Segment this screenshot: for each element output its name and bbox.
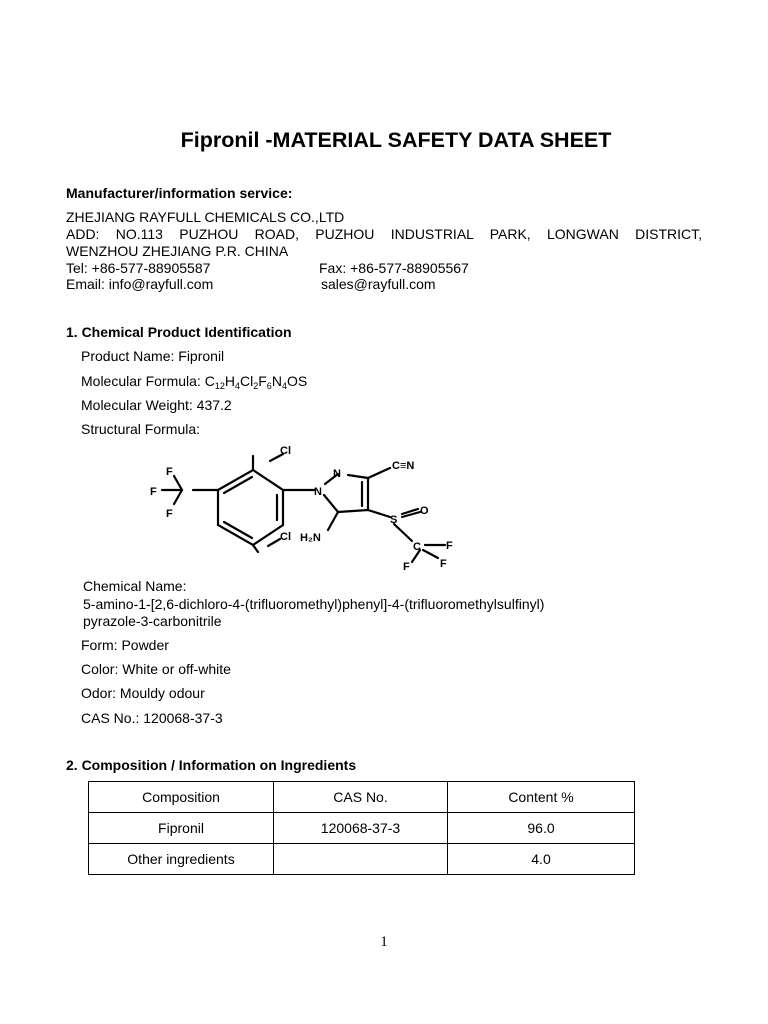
formula-element: OS	[286, 373, 308, 389]
odor: Odor: Mouldy odour	[81, 685, 205, 701]
label-s: S	[390, 514, 398, 526]
color: Color: White or off-white	[81, 661, 231, 677]
cell-cas: 120068-37-3	[274, 813, 448, 844]
label-cl-bottom: Cl	[280, 531, 291, 543]
formula-subscript: 4	[281, 381, 287, 391]
email-sales: sales@rayfull.com	[321, 276, 436, 292]
label-f4: F	[446, 540, 453, 552]
formula-value	[205, 373, 307, 389]
address-line-2: WENZHOU ZHEJIANG P.R. CHINA	[66, 243, 289, 259]
label-f5: F	[403, 561, 410, 573]
label-nitrile: C≡N	[392, 460, 415, 472]
label-o: O	[420, 505, 429, 517]
label-cl-top: Cl	[280, 445, 291, 457]
label-f6: F	[440, 558, 447, 570]
label-n-ring: N	[333, 468, 341, 480]
structural-formula-diagram	[140, 440, 470, 575]
composition-table	[88, 781, 635, 875]
formula-element: C	[204, 373, 215, 389]
formula-subscript: 12	[214, 381, 225, 391]
formula-label: Molecular Formula:	[81, 373, 205, 389]
label-f3: F	[166, 508, 173, 520]
cell-content: 96.0	[448, 813, 635, 844]
table-header-row	[89, 782, 635, 813]
company-name: ZHEJIANG RAYFULL CHEMICALS CO.,LTD	[66, 209, 345, 225]
molecular-weight: Molecular Weight: 437.2	[81, 397, 232, 413]
header-content: Content %	[448, 782, 635, 813]
formula-element: F	[258, 373, 267, 389]
molecular-formula	[81, 373, 307, 389]
formula-subscript: 6	[266, 381, 272, 391]
chemical-name-line-1: 5-amino-1-[2,6-dichloro-4-(trifluoromethyl)phenyl]-4-(trifluoromethylsulfinyl)	[83, 596, 545, 612]
table-row	[89, 813, 635, 844]
cell-content: 4.0	[448, 844, 635, 875]
cas-number: CAS No.: 120068-37-3	[81, 710, 223, 726]
section1-heading: 1. Chemical Product Identification	[66, 324, 292, 340]
fax: Fax: +86-577-88905567	[319, 260, 469, 276]
page-number: 1	[380, 934, 388, 950]
label-f2: F	[150, 486, 157, 498]
formula-element: Cl	[239, 373, 254, 389]
table-row	[89, 844, 635, 875]
cell-composition: Fipronil	[89, 813, 274, 844]
label-f1: F	[166, 466, 173, 478]
product-name: Product Name: Fipronil	[81, 348, 225, 364]
label-c: C	[413, 541, 421, 553]
cell-composition: Other ingredients	[89, 844, 274, 875]
formula-subscript: 4	[234, 381, 240, 391]
address-line-1: ADD: NO.113 PUZHOU ROAD, PUZHOU INDUSTRIAL PARK, LONGWAN DISTRICT,	[66, 226, 702, 242]
label-n-sub: N	[314, 486, 322, 498]
formula-element: H	[224, 373, 235, 389]
section2-heading: 2. Composition / Information on Ingredients	[66, 757, 357, 773]
email: Email: info@rayfull.com	[66, 276, 214, 292]
cell-cas	[274, 844, 448, 875]
chemical-name-line-2: pyrazole-3-carbonitrile	[83, 613, 222, 629]
header-cas: CAS No.	[274, 782, 448, 813]
header-composition: Composition	[89, 782, 274, 813]
formula-subscript: 2	[253, 381, 259, 391]
manufacturer-heading: Manufacturer/information service:	[66, 185, 293, 201]
label-nh2: H₂N	[300, 532, 321, 544]
chemical-name-label: Chemical Name:	[83, 578, 187, 594]
formula-element: N	[271, 373, 282, 389]
telephone: Tel: +86-577-88905587	[66, 260, 211, 276]
form: Form: Powder	[81, 637, 169, 653]
page-title: Fipronil -MATERIAL SAFETY DATA SHEET	[180, 128, 612, 152]
structural-formula-label: Structural Formula:	[81, 421, 201, 437]
